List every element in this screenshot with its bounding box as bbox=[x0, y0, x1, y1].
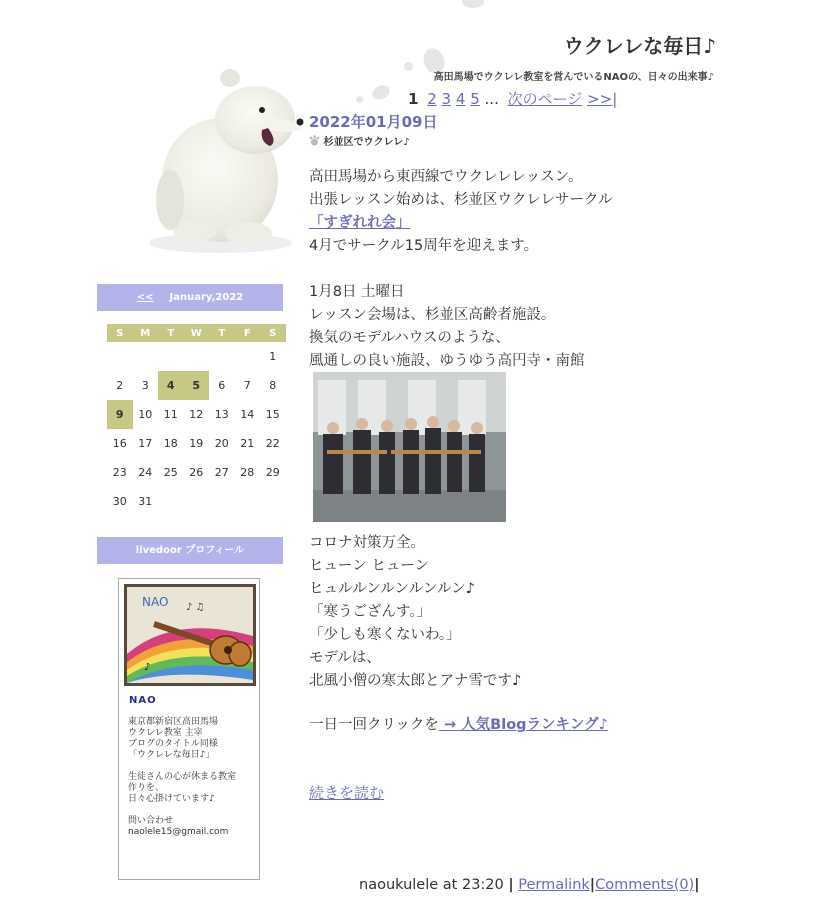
calendar-empty-cell bbox=[235, 487, 261, 516]
footer-divider: | bbox=[508, 877, 514, 893]
paw-print-decoration bbox=[370, 83, 392, 102]
sugirere-kai-link[interactable]: 「すぎれれ会」 bbox=[309, 215, 411, 231]
pagination bbox=[408, 88, 617, 109]
calendar-day: 22 bbox=[265, 437, 280, 450]
calendar-table bbox=[107, 324, 286, 516]
calendar-week-row bbox=[107, 371, 286, 400]
calendar-day: 30 bbox=[112, 495, 127, 508]
svg-text:♪ ♫: ♪ ♫ bbox=[186, 602, 205, 613]
polar-bear-image bbox=[150, 50, 310, 255]
svg-text:♪: ♪ bbox=[144, 662, 151, 673]
profile-name: NAO bbox=[129, 695, 157, 706]
text-line: 1月8日 土曜日 bbox=[309, 284, 405, 300]
profile-header: livedoor プロフィール bbox=[97, 537, 283, 564]
paw-print-decoration bbox=[462, 0, 484, 8]
calendar-empty-cell bbox=[158, 342, 184, 371]
comments-link[interactable]: Comments(0) bbox=[595, 877, 695, 893]
calendar-week-row bbox=[107, 342, 286, 371]
calendar-weekday: S bbox=[107, 324, 133, 342]
text-line: 出張レッスン始めは、杉並区ウクレレサークル bbox=[309, 192, 613, 208]
text-line bbox=[309, 211, 411, 232]
paw-print-decoration bbox=[356, 96, 363, 103]
page-link-4[interactable]: 4 bbox=[455, 90, 466, 108]
calendar-day: 27 bbox=[214, 466, 229, 479]
profile-ukulele-drawing[interactable] bbox=[124, 584, 256, 686]
page-link-5[interactable]: 5 bbox=[470, 90, 480, 108]
calendar-day: 29 bbox=[265, 466, 280, 479]
calendar-empty-cell bbox=[209, 487, 235, 516]
group-photo[interactable] bbox=[313, 372, 506, 522]
text-line: 「寒うござんす。」 bbox=[309, 604, 432, 620]
article-category bbox=[309, 133, 410, 148]
last-page-link[interactable]: >>| bbox=[587, 90, 618, 108]
calendar-empty-cell bbox=[158, 487, 184, 516]
calendar-week-row bbox=[107, 429, 286, 458]
calendar-day: 3 bbox=[141, 379, 149, 392]
calendar-day: 19 bbox=[189, 437, 204, 450]
calendar-empty-cell bbox=[209, 342, 235, 371]
calendar-weekday: M bbox=[133, 324, 159, 342]
text-line: レッスン会場は、杉並区高齢者施設。 bbox=[309, 307, 556, 323]
ranking-line bbox=[309, 713, 608, 734]
svg-text:NAO: NAO bbox=[142, 595, 169, 609]
article-footer bbox=[359, 877, 700, 893]
calendar-week-row bbox=[107, 458, 286, 487]
calendar-day: 24 bbox=[138, 466, 153, 479]
footer-divider: | bbox=[589, 877, 596, 893]
footer-divider: | bbox=[694, 877, 700, 893]
permalink-link[interactable]: Permalink bbox=[518, 877, 590, 893]
calendar-day: 15 bbox=[265, 408, 280, 421]
calendar-day: 25 bbox=[163, 466, 178, 479]
calendar-day: 8 bbox=[269, 379, 277, 392]
blog-ranking-link[interactable]: → 人気Blogランキング♪ bbox=[438, 717, 608, 733]
calendar-weekday-row bbox=[107, 324, 286, 342]
paw-print-decoration bbox=[404, 62, 413, 71]
page-ellipsis: ... bbox=[484, 90, 499, 108]
calendar-weekday: T bbox=[158, 324, 184, 342]
calendar-weekday: T bbox=[209, 324, 235, 342]
text-line: 高田馬場から東西線でウクレレレッスン。 bbox=[309, 169, 583, 185]
calendar-day: 21 bbox=[240, 437, 255, 450]
page-link-2[interactable]: 2 bbox=[427, 90, 437, 108]
calendar-day: 2 bbox=[116, 379, 124, 392]
calendar-day: 7 bbox=[243, 379, 251, 392]
calendar-day: 11 bbox=[163, 408, 178, 421]
calendar-month-label: January,2022 bbox=[169, 292, 244, 303]
calendar-day: 6 bbox=[218, 379, 226, 392]
paw-icon bbox=[309, 135, 320, 146]
calendar-empty-cell bbox=[133, 342, 159, 371]
calendar-day-linked[interactable]: 4 bbox=[158, 371, 184, 400]
text-line: モデルは、 bbox=[309, 650, 381, 666]
calendar-day: 18 bbox=[163, 437, 178, 450]
profile-box bbox=[118, 578, 260, 880]
calendar-empty-cell bbox=[184, 487, 210, 516]
calendar-day: 20 bbox=[214, 437, 229, 450]
author-timestamp: naoukulele at 23:20 bbox=[359, 877, 504, 893]
calendar-day: 28 bbox=[240, 466, 255, 479]
next-page-link[interactable]: 次のページ bbox=[507, 90, 583, 108]
calendar-prev-month-link[interactable]: << bbox=[136, 292, 154, 303]
calendar-weekday: F bbox=[235, 324, 261, 342]
text-line: ヒュルルンルンルンルン♪ bbox=[309, 581, 475, 597]
calendar-day: 14 bbox=[240, 408, 255, 421]
calendar-header bbox=[97, 284, 283, 311]
calendar-empty-cell bbox=[107, 342, 133, 371]
calendar-day: 23 bbox=[112, 466, 127, 479]
text-line: 風通しの良い施設、ゆうゆう高円寺・南館 bbox=[309, 353, 585, 369]
calendar-empty-cell bbox=[260, 487, 286, 516]
calendar-day: 31 bbox=[138, 495, 153, 508]
article-date: 2022年01月09日 bbox=[309, 113, 438, 131]
read-more-link[interactable]: 続きを読む bbox=[309, 784, 385, 802]
calendar-empty-cell bbox=[184, 342, 210, 371]
click-prompt: 一日一回クリックを bbox=[309, 717, 439, 733]
page-current: 1 bbox=[408, 90, 419, 108]
calendar-empty-cell bbox=[235, 342, 261, 371]
text-line: 換気のモデルハウスのような、 bbox=[309, 330, 510, 346]
calendar-day-linked[interactable]: 9 bbox=[107, 400, 133, 429]
text-line: コロナ対策万全。 bbox=[309, 535, 425, 551]
article-category-label: 杉並区でウクレレ♪ bbox=[323, 137, 410, 148]
site-description: 高田馬場でウクレレ教室を営んでいるNAOの、日々の出来事♪ bbox=[433, 72, 714, 83]
calendar-day: 26 bbox=[189, 466, 204, 479]
calendar-weekday: S bbox=[260, 324, 286, 342]
calendar-week-row bbox=[107, 400, 286, 429]
text-line: ヒューン ヒューン bbox=[309, 558, 430, 574]
site-title[interactable]: ウクレレな毎日♪ bbox=[563, 34, 716, 58]
text-line: 4月でサークル15周年を迎えます。 bbox=[309, 238, 539, 254]
calendar-day: 12 bbox=[189, 408, 204, 421]
text-line: 「少しも寒くないわ。」 bbox=[309, 627, 461, 643]
calendar-day: 10 bbox=[138, 408, 153, 421]
page-link-3[interactable]: 3 bbox=[441, 90, 452, 108]
text-line: 北風小僧の寒太郎とアナ雪です♪ bbox=[309, 673, 522, 689]
calendar-day: 13 bbox=[214, 408, 229, 421]
calendar-week-row bbox=[107, 487, 286, 516]
calendar-weekday: W bbox=[184, 324, 210, 342]
calendar-day: 1 bbox=[269, 350, 277, 363]
calendar-day: 16 bbox=[112, 437, 127, 450]
calendar-day: 17 bbox=[138, 437, 153, 450]
calendar-day-linked[interactable]: 5 bbox=[184, 371, 210, 400]
profile-text: 東京都新宿区高田馬場 ウクレレ教室 主宰 ブログのタイトル同様 「ウクレレな毎日♪」 生徒さんの心が休まる教室 作りを、 日々心掛けています♪ 問い合わせ naolele15@gmail.com bbox=[128, 717, 237, 837]
